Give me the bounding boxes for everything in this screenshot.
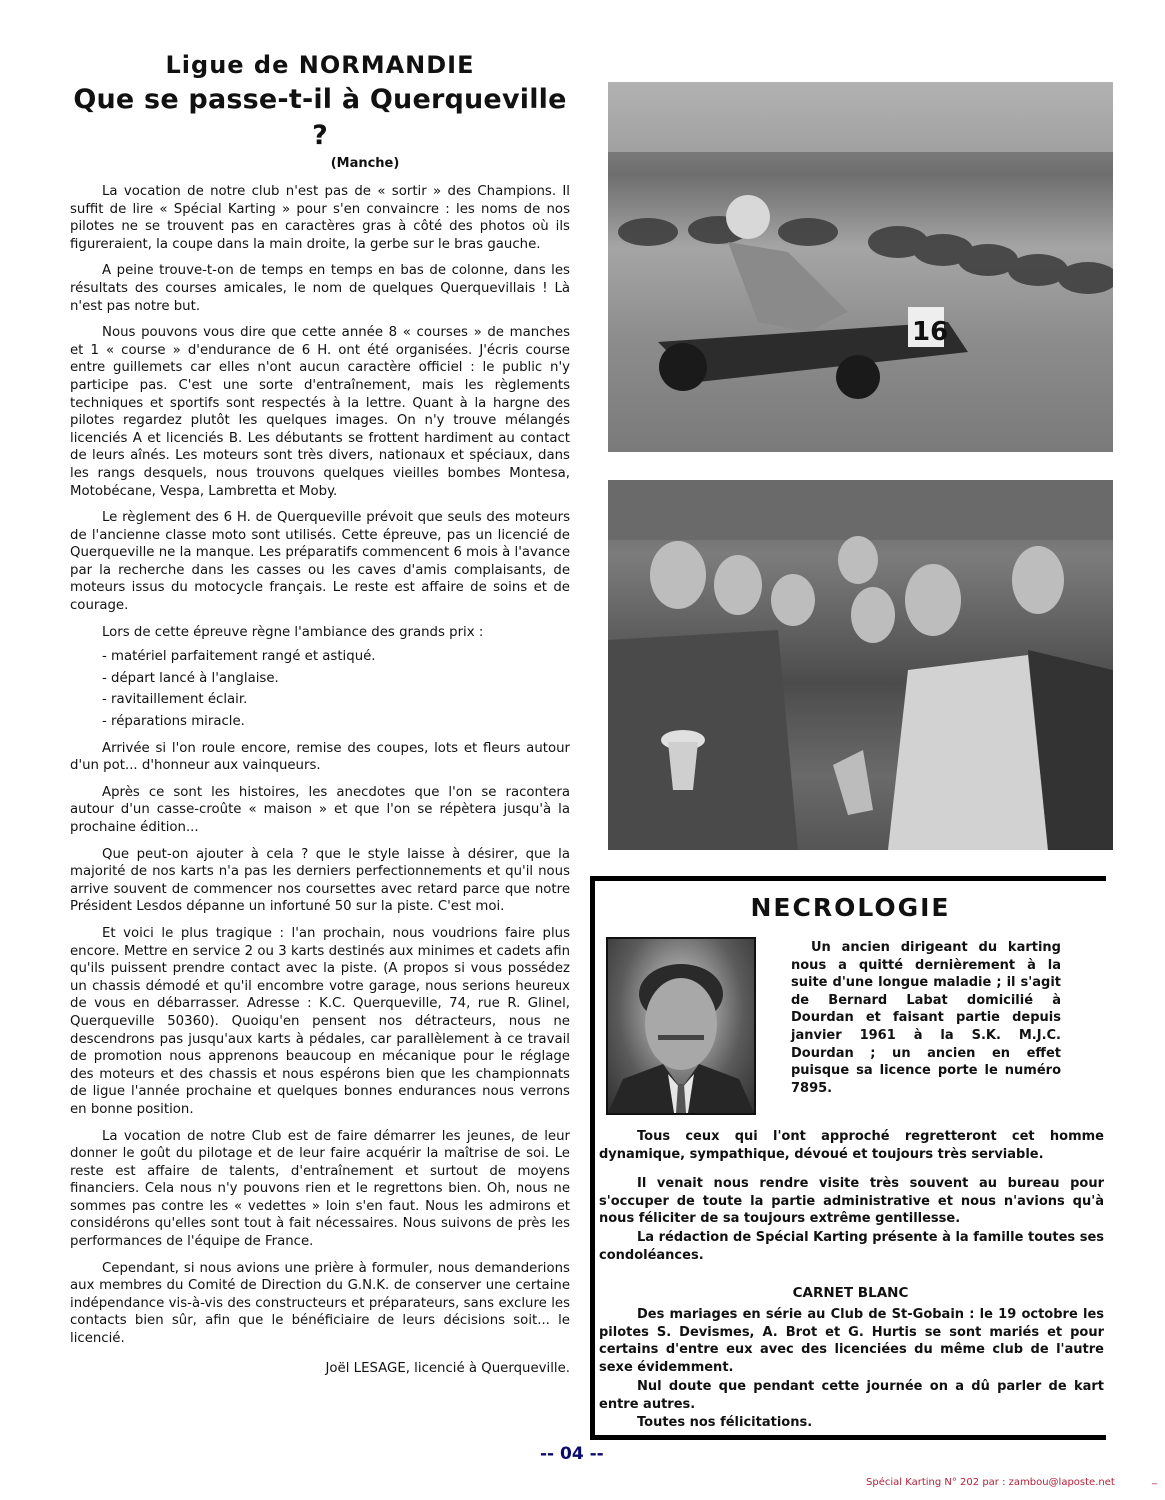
necrologie-intro: Un ancien dirigeant du karting nous a quitté dernièrement à la suite d'une longue maladie ; il s'agit de Bernard Labat domicilié à Dourdan et faisant partie depuis janvier 1961 à la S.K. M.J.C. Dourdan ; un ancien en effet puisque sa licence porte le numéro 7895. [791, 940, 1061, 1096]
portrait-photo [606, 937, 756, 1115]
article-paragraph: Après ce sont les histoires, les anecdotes que l'on se racontera autour d'un casse-croûte « maison » et que l'on se répètera jusqu'à la prochaine édition... [70, 784, 570, 835]
necrologie-paragraph: La rédaction de Spécial Karting présente à la famille toutes ses condoléances. [599, 1230, 1104, 1263]
kart-photo-illustration [608, 82, 1113, 452]
portrait-illustration [608, 939, 754, 1113]
footer-trailing-mark: _ [1152, 1474, 1157, 1485]
footer-credit: Spécial Karting N° 202 par : zambou@laposte.net [866, 1477, 1115, 1488]
article-paragraph: Et voici le plus tragique : l'an prochain, nous voudrions faire plus encore. Mettre en service 2 ou 3 karts destinés aux minimes et cadets afin qu'ils puissent prendre contact avec la piste. (A propos si vous possédez un chassis démodé et qu'il encombre votre garage, nous serions heureux de vous en débarrasser. Adresse : K.C. Querqueville, 74, rue R. Glinel, Querqueville 50360). Quoiqu'en pensent nos détracteurs, nous ne descendrons pas jusqu'aux karts à pédales, car parallèlement à ce travail de promotion nous apprenons beaucoup en mécanique pour le réglage des moteurs et des chassis et nous espérons bien que les championnats de ligue l'année prochaine et quelques bonnes endurances nous verrons en bonne position. [70, 925, 570, 1117]
league-heading: Ligue de NORMANDIE [165, 51, 475, 79]
article-column [70, 50, 570, 1378]
carnet-blanc-paragraph: Des mariages en série au Club de St-Gobain : le 19 octobre les pilotes S. Devismes, A. Brot et G. Hurtis se sont mariés et pour certains d'entre eux avec des licenciées du même club de l'autre sexe évidemment. [599, 1307, 1104, 1375]
photo-podium-celebration [608, 480, 1113, 850]
article-signature: Joël LESAGE, licencié à Querqueville. [325, 1360, 570, 1376]
article-paragraph: Arrivée si l'on roule encore, remise des coupes, lots et fleurs autour d'un pot... d'honneur aux vainqueurs. [70, 740, 570, 774]
list-item: - départ lancé à l'anglaise. [102, 670, 279, 686]
carnet-blanc-paragraph: Toutes nos félicitations. [637, 1415, 813, 1430]
article-title: Que se passe-t-il à Querqueville ? [73, 84, 567, 151]
list-item: - matériel parfaitement rangé et astiqué. [102, 649, 376, 665]
kart-race-number: 16 [912, 317, 949, 347]
necrologie-paragraph: Il venait nous rendre visite très souvent au bureau pour s'occuper de toute la partie administrative et nous n'avions qu'à nous féliciter de sa toujours extrême gentillesse. [599, 1176, 1104, 1227]
necrologie-title: NECROLOGIE [750, 893, 951, 922]
article-paragraph: Que peut-on ajouter à cela ? que le style laisse à désirer, que la majorité de nos karts n'a pas les derniers perfectionnements et qu'il nous arrive souvent de commencer nos coursettes avec retard parce que notre Président Lesdos dépanne un infortuné 50 sur la piste. C'est moi. [70, 846, 570, 915]
article-subtitle: (Manche) [330, 156, 400, 171]
carnet-blanc-title: CARNET BLANC [792, 1285, 909, 1301]
list-intro: Lors de cette épreuve règne l'ambiance des grands prix : [102, 624, 484, 640]
page-number: -- 04 -- [540, 1444, 604, 1464]
list-item: - ravitaillement éclair. [102, 692, 248, 708]
photo-kart-racing [608, 82, 1113, 452]
article-paragraph: La vocation de notre Club est de faire démarrer les jeunes, de leur donner le goût du pilotage et de leur faire acquérir la maîtrise de soi. Le reste est affaire de talents, d'entraînement et surtout de moyens financiers. Cela nous n'y pouvons rien et le regrettons bien. Oh, nous ne sommes pas contre les « vedettes » loin s'en faut. Nous les admirons et considérons qu'elles sont tout à fait nécessaires. Nous suivons de près les performances de l'équipe de France. [70, 1128, 570, 1250]
article-paragraph: A peine trouve-t-on de temps en temps en bas de colonne, dans les résultats des courses amicales, le nom de quelques Querquevillais ! Là n'est pas notre but. [70, 263, 570, 314]
article-paragraph: Cependant, si nous avions une prière à formuler, nous demanderions aux membres du Comité de Direction du G.N.K. de conserver une certaine indépendance vis-à-vis des constructeurs et préparateurs, sans exclure les contacts bien sûr, afin que le bénéficiaire de leurs décisions soit... le licencié. [70, 1260, 570, 1347]
article-paragraph: Nous pouvons vous dire que cette année 8 « courses » de manches et 1 « course » d'endurance de 6 H. ont été organisées. J'écris course entre guillemets car elles n'ont aucun caractère officiel : le public n'y participe pas. C'est une sorte d'entraînement, mais les règlements techniques et sportifs sont respectés à la lettre. Quant à la hargne des pilotes regardez plutôt les quelques images. On n'y trouve mélangés licenciés A et licenciés B. Les débutants se frottent hardiment au contact de leurs aînés. Les moteurs sont très divers, nationaux et spéciaux, dans les rangs desquels, nous trouvons quelques vieilles bombes Montesa, Motobécane, Vespa, Lambretta et Moby. [70, 325, 570, 499]
necrologie-box [590, 876, 1106, 1440]
article-paragraph: Le règlement des 6 H. de Querqueville prévoit que seuls des moteurs de l'ancienne classe moto sont utilisés. Cette épreuve, pas un licencié de Querqueville ne la manque. Les préparatifs commencent 6 mois à l'avance par la recherche dans les casses ou les caves d'amis complaisants, de moteurs issus du motocycle français. Le reste est affaire de soins et de courage. [70, 510, 570, 614]
article-paragraph: La vocation de notre club n'est pas de « sortir » des Champions. Il suffit de lire « Spécial Karting » pour s'en convaincre : les noms de nos pilotes ne se trouvent pas en caractères gras à côté des photos où ils figureraient, la coupe dans la main droite, la gerbe sur le bras gauche. [70, 184, 570, 252]
carnet-blanc-paragraph: Nul doute que pendant cette journée on a dû parler de kart entre autres. [599, 1379, 1104, 1412]
necrologie-paragraph: Tous ceux qui l'ont approché regretteront cet homme dynamique, sympathique, dévoué et toujours très serviable. [599, 1129, 1104, 1162]
list-item: - réparations miracle. [102, 714, 245, 730]
crowd-photo-illustration [608, 480, 1113, 850]
